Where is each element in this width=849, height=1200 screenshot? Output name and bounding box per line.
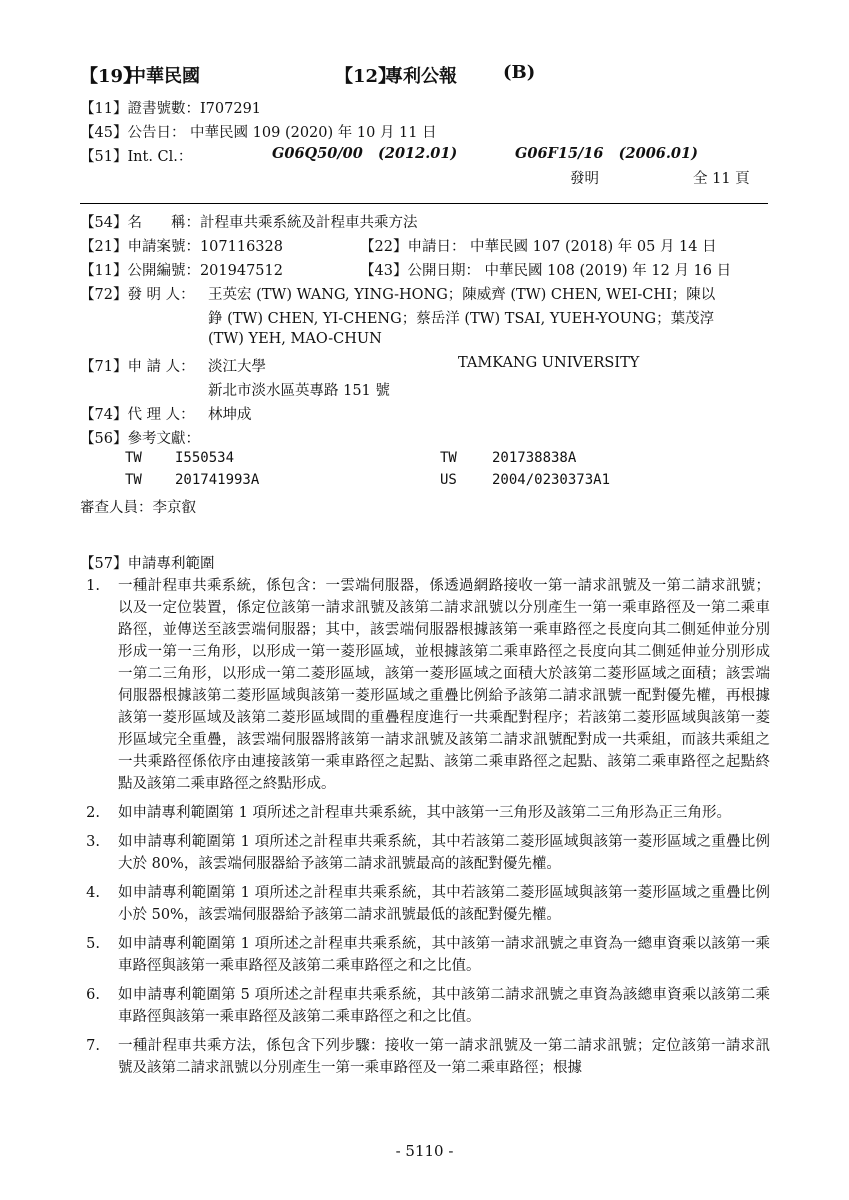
claims-list: [80, 575, 770, 1086]
header-divider: [80, 203, 768, 204]
applicant-name-en: TAMKANG UNIVERSITY: [458, 355, 640, 371]
claim-item: [80, 984, 770, 1028]
agent-name: 林坤成: [208, 407, 252, 423]
claim-number: 5.: [86, 936, 100, 952]
claim-number: 7.: [86, 1038, 100, 1054]
patent-category: 發明: [570, 171, 599, 187]
certificate-number: 【11】證書號數：I707291: [80, 101, 262, 117]
application-number: 【21】申請案號：107116328: [80, 239, 283, 255]
applicant-label: 【71】申 請 人：: [80, 359, 195, 375]
claim-item: [80, 882, 770, 926]
intcl-class-1: G06Q50/00 (2012.01): [272, 145, 458, 162]
applicant-name: 淡江大學: [208, 359, 266, 375]
claim-item: [80, 1035, 770, 1079]
reference-number: 2004/0230373A1: [492, 472, 611, 488]
intcl-label: 【51】Int. Cl.：: [80, 149, 193, 165]
reference-country: TW: [440, 450, 457, 466]
applicant-address: 新北市淡水區英專路 151 號: [208, 383, 390, 399]
claim-item: [80, 802, 770, 824]
reference-country: US: [440, 472, 457, 488]
reference-country: TW: [125, 472, 142, 488]
claim-text: 如申請專利範圍第 1 項所述之計程車共乘系統，其中若該第二菱形區域與該第一菱形區域之重疊比例大於 80%，該雲端伺服器給予該第二請求訊號最高的該配對優先權。: [118, 834, 770, 872]
claim-text: 如申請專利範圍第 1 項所述之計程車共乘系統，其中該第一請求訊號之車資為一總車資乘以該第一乘車路徑與該第一乘車路徑及該第二乘車路徑之和之比值。: [118, 936, 770, 974]
claim-number: 1.: [86, 578, 100, 594]
inventor-label: 【72】發 明 人：: [80, 287, 195, 303]
claims-heading: 【57】申請專利範圍: [80, 556, 215, 572]
claim-item: [80, 933, 770, 977]
inventor-line: (TW) YEH, MAO-CHUN: [208, 331, 382, 347]
inventor-line: 錚 (TW) CHEN, YI-CHENG；蔡岳洋 (TW) TSAI, YUEH-YOUNG；葉茂淳: [208, 311, 715, 327]
claim-text: 如申請專利範圍第 1 項所述之計程車共乘系統，其中若該第二菱形區域與該第一菱形區域之重疊比例小於 50%，該雲端伺服器給予該第二請求訊號最低的該配對優先權。: [118, 885, 770, 923]
office-code: 【19】: [80, 66, 142, 87]
references-label: 【56】參考文獻：: [80, 431, 200, 447]
intcl-class-2: G06F15/16 (2006.01): [515, 145, 698, 162]
page-count: 全 11 頁: [693, 171, 750, 187]
inventor-line: 王英宏 (TW) WANG, YING-HONG；陳威齊 (TW) CHEN, WEI-CHI；陳以: [208, 287, 716, 303]
claim-text: 一種計程車共乘方法，係包含下列步驟：接收一第一請求訊號及一第二請求訊號；定位該第一請求訊號及該第二請求訊號以分別產生一第一乘車路徑及一第二乘車路徑；根據: [118, 1038, 770, 1076]
claim-number: 6.: [86, 987, 100, 1003]
reference-number: 201741993A: [175, 472, 260, 488]
claim-number: 3.: [86, 834, 100, 850]
agent-label: 【74】代 理 人：: [80, 407, 195, 423]
publication-number: 【11】公開編號：201947512: [80, 263, 283, 279]
claim-number: 2.: [86, 805, 100, 821]
examiner: 審查人員：李京叡: [80, 500, 196, 516]
doc-type: 專利公報: [385, 66, 457, 87]
claim-item: [80, 575, 770, 795]
claim-number: 4.: [86, 885, 100, 901]
claim-text: 一種計程車共乘系統，係包含：一雲端伺服器，係透過網路接收一第一請求訊號及一第二請求訊號；以及一定位裝置，係定位該第一請求訊號及該第二請求訊號以分別產生一第一乘車路徑及一第二乘車路徑，並傳送至該雲端伺服器；其中，該雲端伺服器根據該第一乘車路徑之長度向其二側延伸並分別形成一第一三角形，以形成一第一菱形區域，並根據該第二乘車路徑之長度向其二側延伸並分別形成一第二三角形，以形成一第二菱形區域，該第一菱形區域之面積大於該第二菱形區域之面積；該雲端伺服器根據該第二菱形區域與該第一菱形區域之重疊比例給予該第二請求訊號一配對優先權，再根據該第一菱形區域及該第二菱形區域間的重疊程度進行一共乘配對程序；若該第二菱形區域與該第一菱形區域完全重疊，該雲端伺服器將該第一請求訊號及該第二請求訊號配對成一共乘組，而該共乘組之一共乘路徑係依序由連接該第一乘車路徑之起點、該第二乘車路徑之起點、該第二乘車路徑之起點終點及該第二乘車路徑之終點形成。: [118, 578, 770, 792]
claim-text: 如申請專利範圍第 1 項所述之計程車共乘系統，其中該第一三角形及該第二三角形為正三角形。: [118, 805, 731, 821]
patent-title: 【54】名 稱：計程車共乘系統及計程車共乘方法: [80, 215, 418, 231]
page-number: - 5110 -: [395, 1142, 454, 1160]
reference-country: TW: [125, 450, 142, 466]
claim-item: [80, 831, 770, 875]
reference-number: 201738838A: [492, 450, 577, 466]
announcement-date: 【45】公告日： 中華民國 109 (2020) 年 10 月 11 日: [80, 125, 437, 141]
kind-code: (B): [503, 62, 536, 83]
application-date: 【22】申請日： 中華民國 107 (2018) 年 05 月 14 日: [360, 239, 717, 255]
reference-number: I550534: [175, 450, 235, 466]
doc-code: 【12】: [335, 66, 397, 87]
publication-date: 【43】公開日期： 中華民國 108 (2019) 年 12 月 16 日: [360, 263, 732, 279]
office-name: 中華民國: [128, 66, 200, 87]
claim-text: 如申請專利範圍第 5 項所述之計程車共乘系統，其中該第二請求訊號之車資為該總車資乘以該第二乘車路徑與該第一乘車路徑及該第二乘車路徑之和之比值。: [118, 987, 770, 1025]
